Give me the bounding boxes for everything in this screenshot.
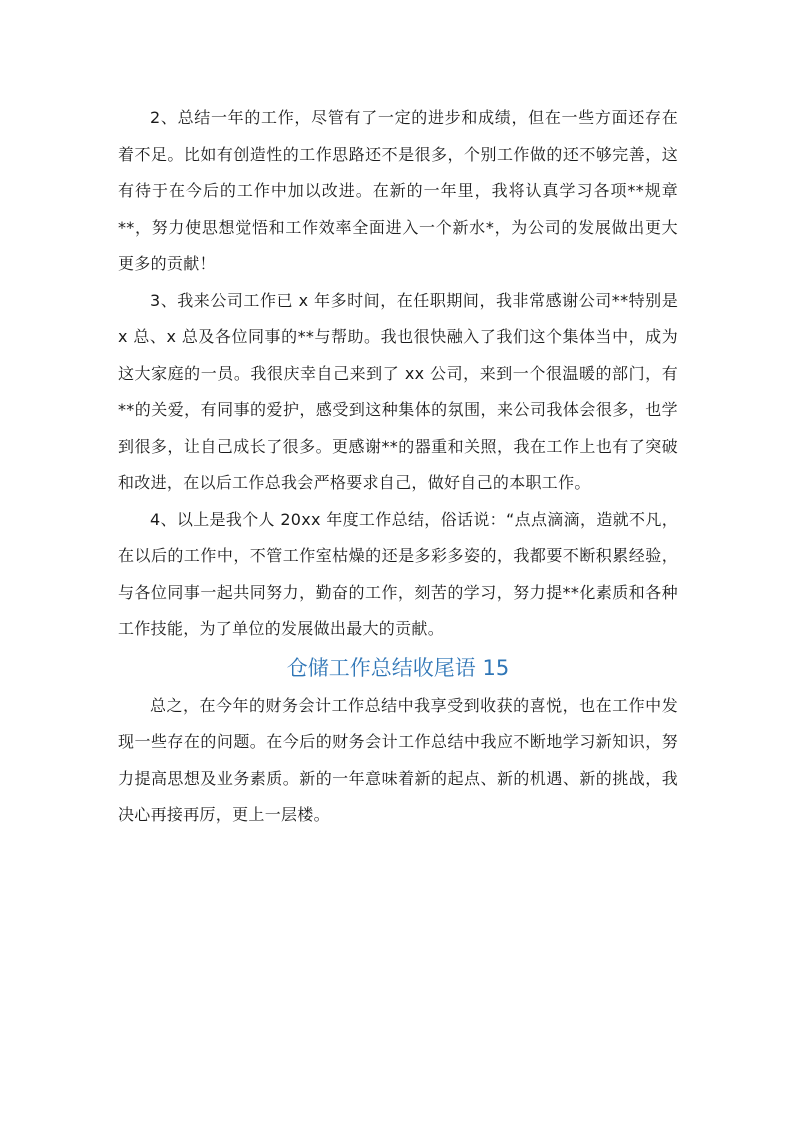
paragraph-item-4: 4、以上是我个人 20xx 年度工作总结，俗话说：“点点滴滴，造就不凡，在以后的工作中，不管工作室枯燥的还是多彩多姿的，我都要不断积累经验，与各位同事一起共同努力，勤奋的工作，刻苦的学习，努力提**化素质和各种工作技能，为了单位的发展做出最大的贡献。 [118, 509, 678, 638]
paragraph-conclusion: 总之，在今年的财务会计工作总结中我享受到收获的喜悦，也在工作中发现一些存在的问题。在今后的财务会计工作总结中我应不断地学习新知识，努力提高思想及业务素质。新的一年意味着新的起点、新的机遇、新的挑战，我决心再接再厉，更上一层楼。 [118, 695, 678, 824]
paragraph-item-2: 2、总结一年的工作，尽管有了一定的进步和成绩，但在一些方面还存在着不足。比如有创造性的工作思路还不是很多，个别工作做的还不够完善，这有待于在今后的工作中加以改进。在新的一年里，我将认真学习各项**规章**，努力使思想觉悟和工作效率全面进入一个新水*，为公司的发展做出更大更多的贡献！ [118, 108, 678, 273]
document-body [118, 100, 678, 834]
paragraph-item-3: 3、我来公司工作已 x 年多时间，在任职期间，我非常感谢公司**特别是 x 总、x 总及各位同事的**与帮助。我也很快融入了我们这个集体当中，成为这大家庭的一员。我很庆幸自己来到了 xx 公司，来到一个很温暖的部门，有**的关爱，有同事的爱护，感受到这种集体的氛围，来公司我体会很多，也学到很多，让自己成长了很多。更感谢**的器重和关照，我在工作上也有了突破和改进，在以后工作总我会严格要求自己，做好自己的本职工作。 [118, 290, 678, 492]
section-heading: 仓储工作总结收尾语 15 [286, 655, 510, 680]
